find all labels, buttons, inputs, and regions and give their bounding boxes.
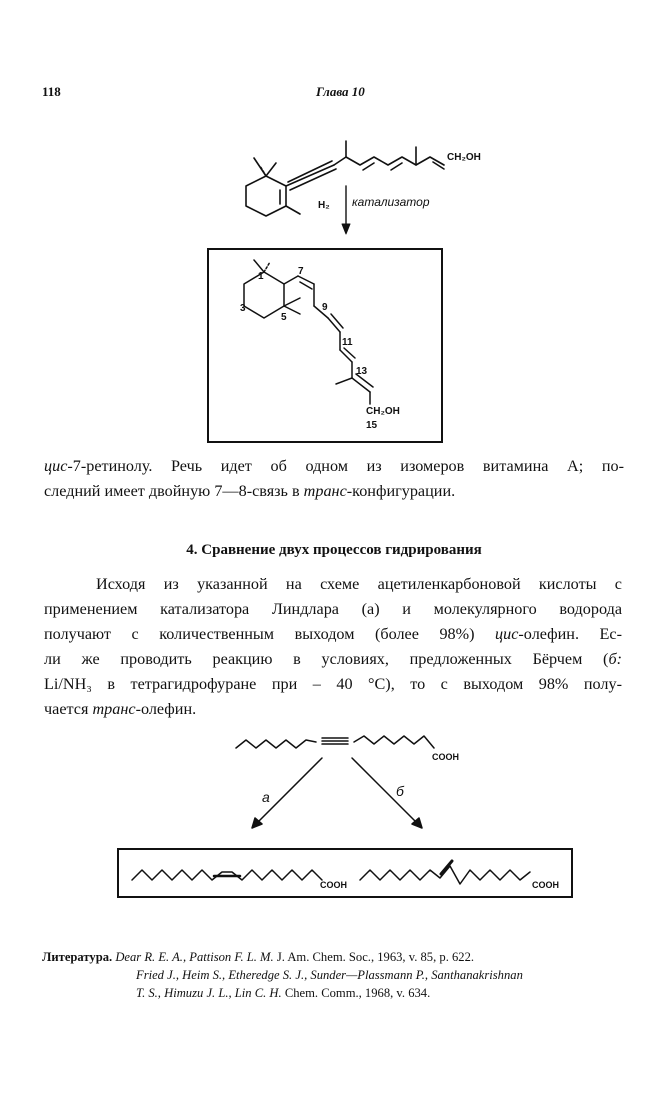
paragraph-retinol xyxy=(44,454,624,504)
p2-line6-trans: транс xyxy=(92,700,136,718)
label-b: б xyxy=(396,783,404,799)
cis-cooh-label: COOH xyxy=(320,880,347,890)
chapter-title: Глава 10 xyxy=(316,84,365,99)
ref2-authors: Fried J., Heim S., Etheredge S. J., Sunder—Plassmann P., Santhanakrishnan xyxy=(136,968,523,982)
p2-line3b: -олефин. Ес- xyxy=(518,625,622,643)
c7-label: 7 xyxy=(298,266,304,277)
c13-label: 13 xyxy=(356,366,368,377)
p2-line3a: получают с количественным выходом (более 98%) xyxy=(44,625,496,643)
p2-line5: Li/NH₃ в тетрагидрофуране при – 40 °С), то с выходом 98% полу- xyxy=(44,675,622,693)
label-a: а xyxy=(262,789,270,805)
cis-italic: цис xyxy=(44,457,68,475)
trans-italic: транс xyxy=(303,482,347,500)
p2-line1: Исходя из указанной на схеме ацетиленкарбоновой кислоты с xyxy=(96,575,622,593)
section-title: 4. Сравнение двух процессов гидрирования xyxy=(186,542,482,558)
h2-label: H₂ xyxy=(318,200,330,211)
top-cooh-label: COOH xyxy=(432,752,459,762)
ref1-rest: J. Am. Chem. Soc., 1963, v. 85, p. 622. xyxy=(273,950,475,964)
ref3-rest: Chem. Comm., 1968, v. 634. xyxy=(281,986,431,1000)
ref3-authors: T. S., Himuzu J. L., Lin C. H. xyxy=(136,986,282,1000)
references xyxy=(42,948,632,1002)
arrow-b xyxy=(352,758,418,824)
top-alkyne-chain-left xyxy=(236,740,316,748)
page-number: 118 xyxy=(42,84,61,99)
top-ch2oh-label: CH₂OH xyxy=(447,152,481,163)
hydrogenation-scheme xyxy=(0,720,664,910)
p2-line6b: -олефин. xyxy=(135,700,197,718)
p2-line3-cis: цис xyxy=(495,625,519,643)
catalyst-label: катализатор xyxy=(352,195,430,209)
product-box xyxy=(208,249,442,442)
trans-cooh-label: COOH xyxy=(532,880,559,890)
refs-label: Литература. xyxy=(42,950,113,964)
p1-line2a: следний имеет двойную 7—8-связь в xyxy=(44,482,304,500)
c15-label: 15 xyxy=(366,420,378,431)
p2-line4a: ли же проводить реакцию в условиях, предложенных Бёрчем ( xyxy=(44,650,609,668)
p1-line1: -7-ретинолу. Речь идет об одном из изомеров витамина А; по- xyxy=(67,457,624,475)
top-alkyne-chain-right xyxy=(354,736,434,748)
c5-label: 5 xyxy=(281,312,287,323)
p2-line2: применением катализатора Линдлара (а) и молекулярного водорода xyxy=(44,600,622,618)
p2-line4-b: б: xyxy=(608,650,622,668)
paragraph-hydrogenation xyxy=(44,572,622,722)
product-ch2oh-label: CH₂OH xyxy=(366,406,400,417)
p2-line6a: чается xyxy=(44,700,93,718)
c3-label: 3 xyxy=(240,303,246,314)
c9-label: 9 xyxy=(322,302,328,313)
c11-label: 11 xyxy=(342,337,353,348)
reaction-arrow-head xyxy=(342,224,350,234)
retinol-scheme xyxy=(0,0,664,450)
c1-label: 1 xyxy=(258,271,264,282)
ref1-authors: Dear R. E. A., Pattison F. L. M. xyxy=(115,950,274,964)
p1-line2b: -конфигурации. xyxy=(346,482,456,500)
